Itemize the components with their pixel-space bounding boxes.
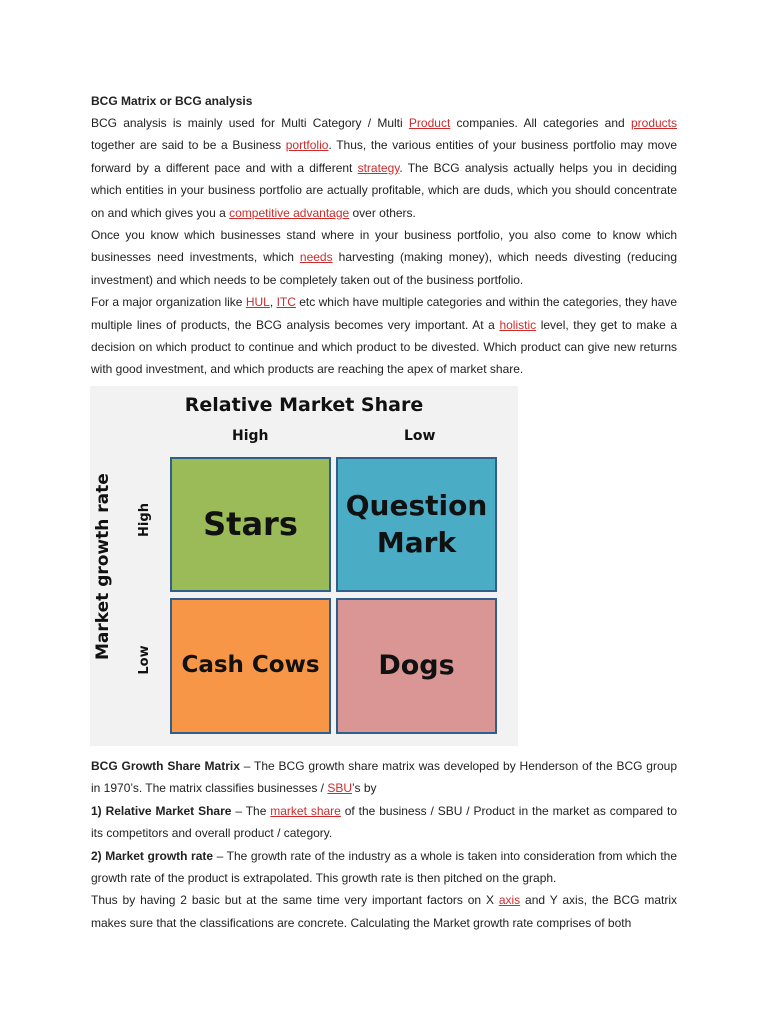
quadrant-cash-cows	[170, 598, 331, 734]
paragraph-intro	[91, 112, 677, 224]
text: together are said to be a Business	[91, 138, 286, 153]
text: BCG analysis is mainly used for Multi Category / Multi	[91, 116, 409, 130]
link-holistic[interactable]: holistic	[499, 317, 537, 332]
quadrant-question-label-line2: Mark	[376, 525, 457, 559]
link-strategy[interactable]: strategy	[357, 160, 400, 175]
text: – The BCG growth share matrix was developed by Henderson of the BCG group in 1970’s. The matrix classifies businesses /	[91, 759, 677, 796]
article-heading: BCG Matrix or BCG analysis	[91, 94, 253, 108]
text: harvesting (making money), which needs divesting (reducing investment) and which needs to be completely taken out of the business portfolio.	[91, 250, 677, 287]
paragraph-growth-share	[91, 755, 677, 800]
column-label-high: High	[232, 428, 269, 444]
link-axis[interactable]: axis	[498, 893, 521, 908]
text: of the business / SBU / Product in the market as compared to its competitors and overall product / category.	[91, 803, 678, 841]
article-top	[91, 90, 677, 381]
quadrant-cash-cows-label: Cash Cows	[181, 652, 320, 679]
link-itc[interactable]: ITC	[276, 295, 296, 310]
bcg-matrix-figure	[90, 386, 518, 746]
article-bottom	[91, 755, 677, 934]
text: Thus by having 2 basic but at the same time very important factors on X	[91, 893, 499, 908]
text-bold: BCG Growth Share Matrix	[91, 759, 240, 773]
paragraph-relative-market-share	[91, 800, 677, 845]
quadrant-question-mark	[336, 457, 497, 592]
link-product[interactable]: Product	[408, 116, 451, 130]
quadrant-stars-label: Stars	[203, 504, 298, 543]
quadrant-dogs	[336, 598, 497, 734]
quadrant-stars	[170, 457, 331, 592]
column-label-low: Low	[404, 428, 436, 444]
text: etc which have multiple categories and within the categories, they have multiple lines of products, the BCG analysis becomes very important. At a	[91, 295, 678, 332]
text: For a major organization like	[91, 295, 246, 310]
link-sbu[interactable]: SBU	[327, 781, 353, 796]
text: ,	[269, 295, 277, 310]
paragraph-investments	[91, 224, 677, 291]
text: – The growth rate of the industry as a whole is taken into consideration from which the growth rate of the product is extrapolated. This growth rate is then pitched on the graph.	[91, 848, 678, 886]
link-products[interactable]: products	[630, 116, 677, 130]
y-axis-label: Market growth rate	[93, 473, 113, 660]
paragraph-market-growth-rate	[91, 845, 677, 890]
row-label-high: High	[137, 503, 152, 537]
text: and Y axis, the BCG matrix makes sure that the classifications are concrete. Calculating the Market growth rate comprises of both	[91, 893, 678, 930]
text-bold: 2) Market growth rate	[91, 848, 214, 863]
text-bold: 1) Relative Market Share	[91, 803, 232, 818]
link-portfolio[interactable]: portfolio	[285, 138, 329, 153]
row-label-low: Low	[137, 645, 152, 675]
paragraph-axes	[91, 889, 677, 934]
paragraph-organization	[91, 291, 677, 381]
text: . Thus, the various entities of your business portfolio may move forward by a different pace and with a different	[91, 138, 677, 175]
text: companies. All categories and	[450, 116, 631, 130]
text: Once you know which businesses stand where in your business portfolio, you also come to know which businesses need investments, which	[91, 228, 677, 265]
quadrant-question-label-line1: Question	[345, 489, 488, 523]
link-market-share[interactable]: market share	[270, 803, 341, 818]
link-competitive-advantage[interactable]: competitive advantage	[229, 205, 350, 220]
text: – The	[231, 803, 271, 818]
link-hul[interactable]: HUL	[245, 295, 270, 310]
text: ’s by	[352, 781, 377, 796]
matrix-title: Relative Market Share	[184, 394, 424, 416]
text: over others.	[349, 205, 416, 220]
quadrant-dogs-label: Dogs	[378, 650, 455, 682]
text: . The BCG analysis actually helps you in deciding which entities in your business portfolio are actually profitable, which are duds, which you should concentrate on and which gives you a	[91, 160, 677, 220]
text: level, they get to make a decision on which product to continue and which product to be divested. Which product can give new returns with good investment, and which products are reaching the apex of market share.	[91, 317, 677, 377]
link-needs[interactable]: needs	[299, 250, 333, 265]
